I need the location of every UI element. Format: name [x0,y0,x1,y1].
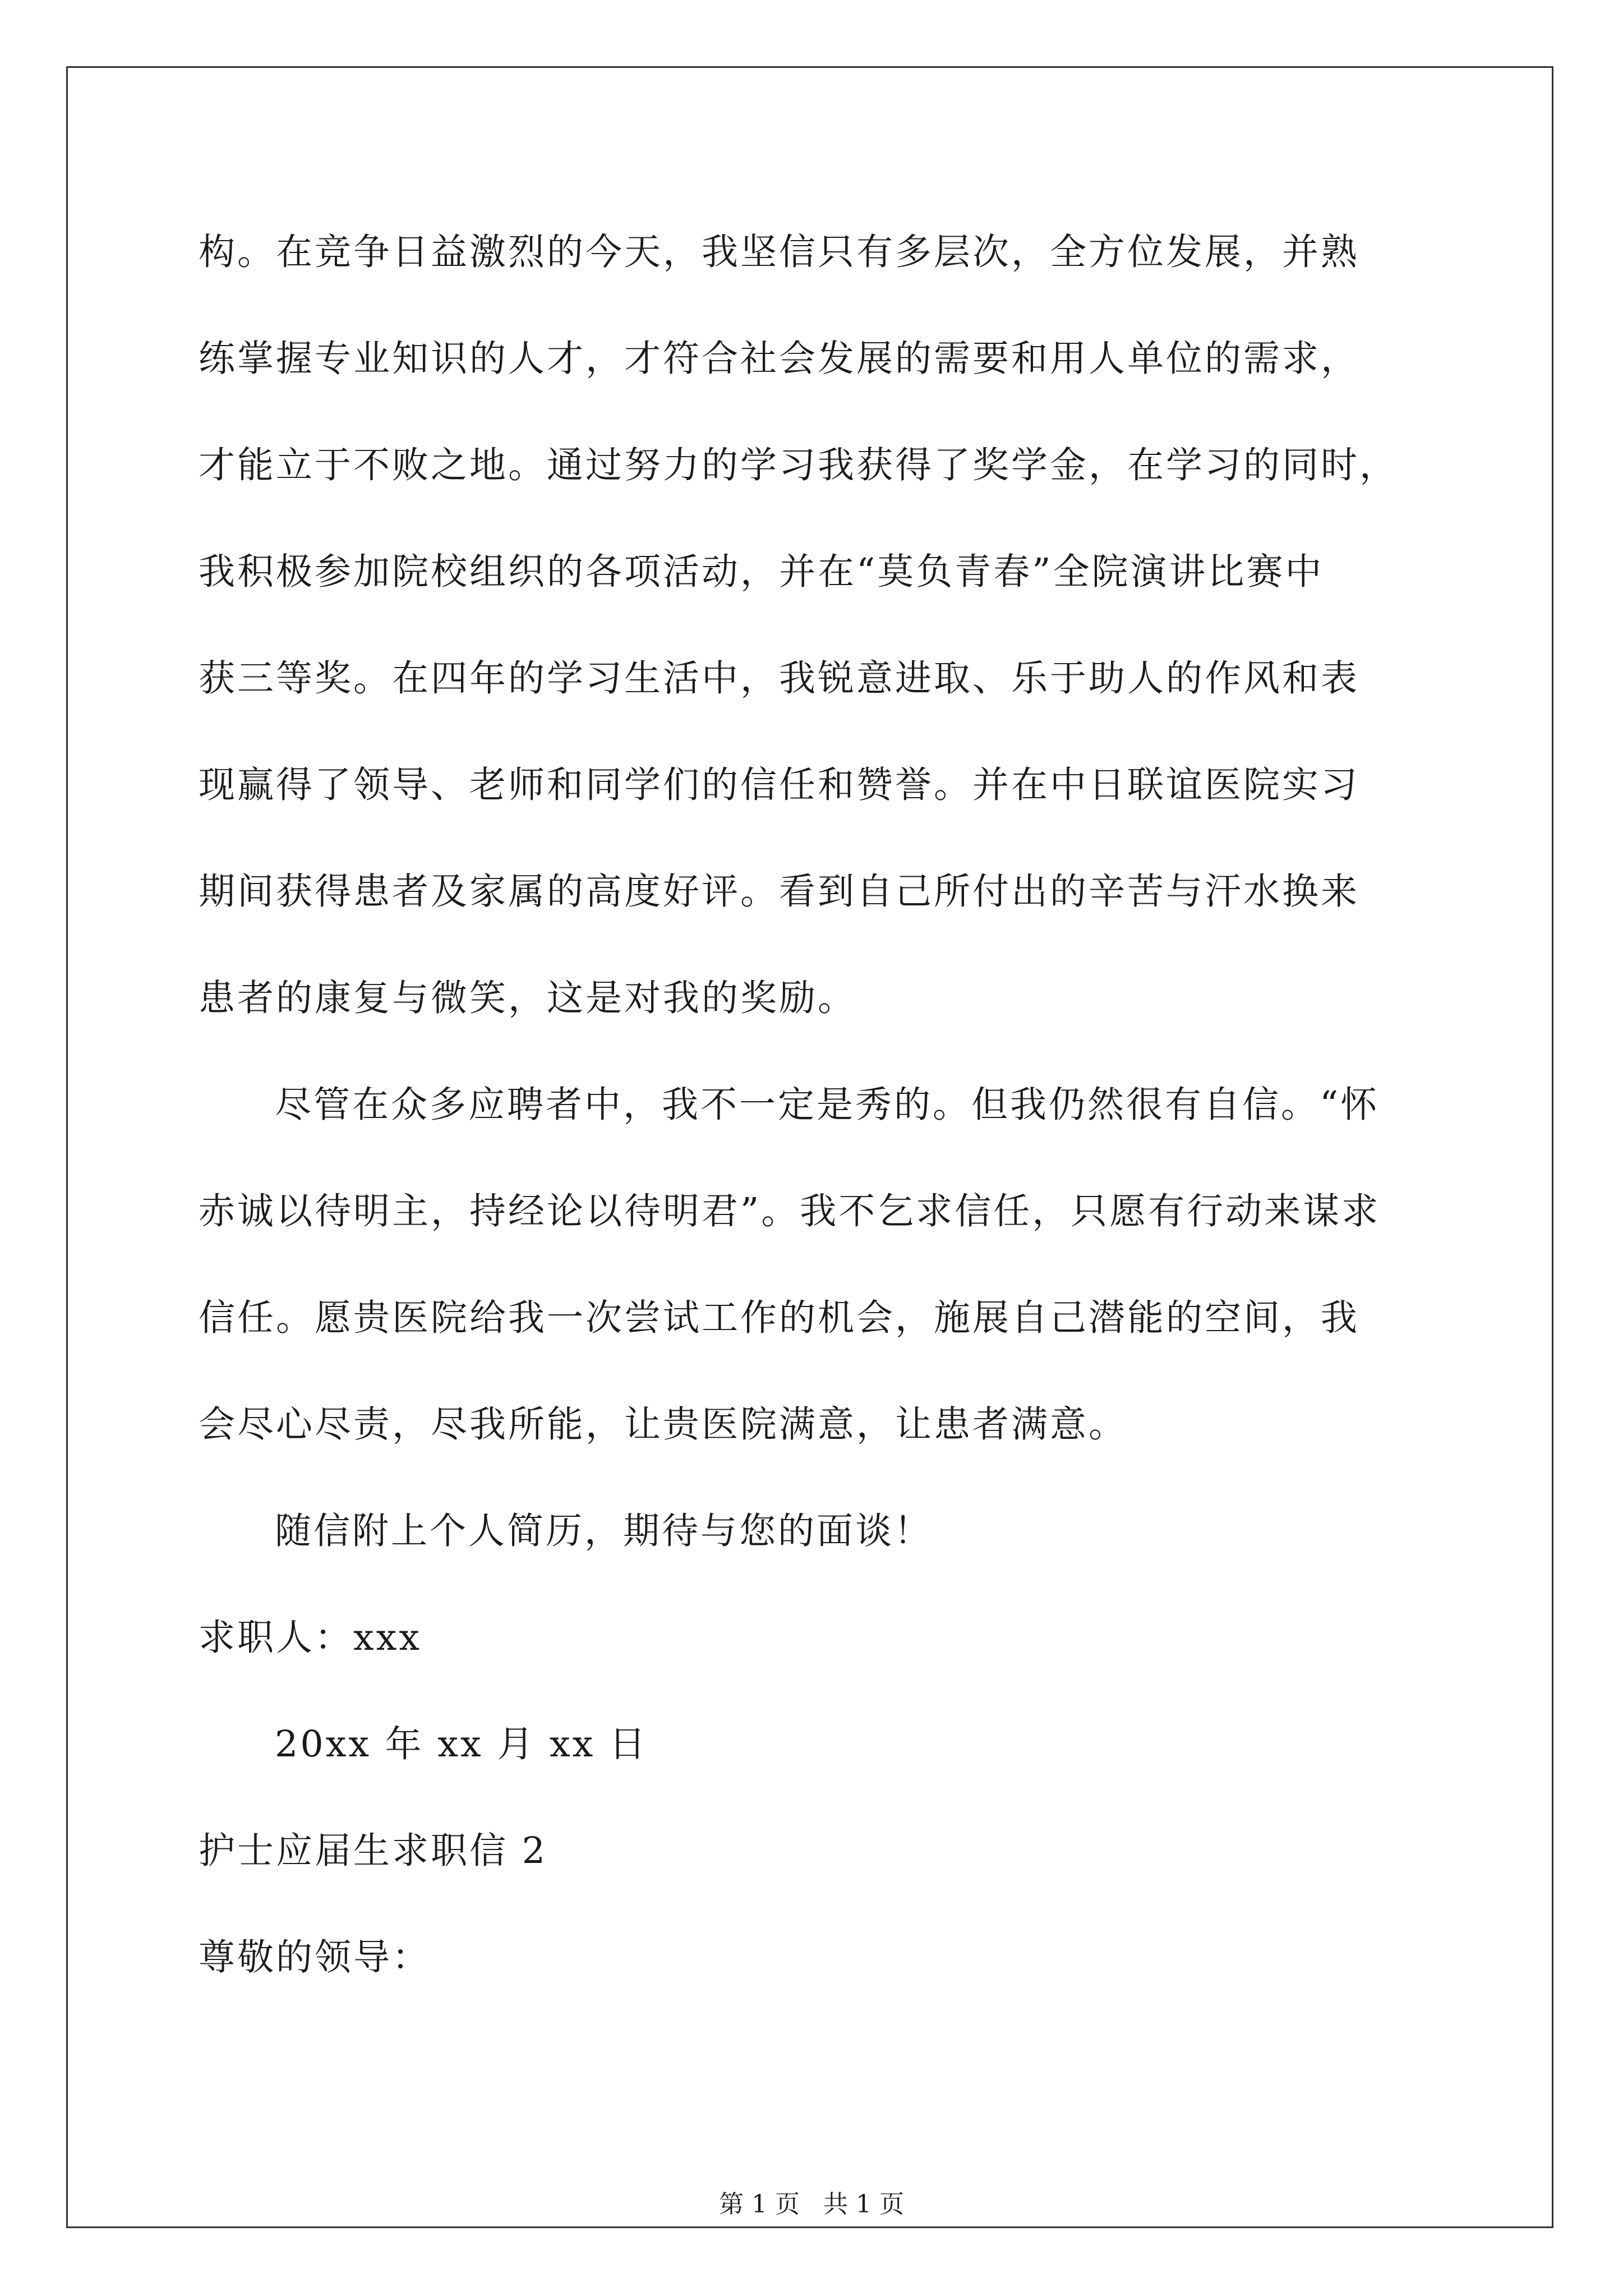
body-line-12: 会尽心尽责，尽我所能，让贵医院满意，让患者满意。 [199,1404,1128,1446]
body-line-7: 期间获得患者及家属的高度好评。看到自己所付出的辛苦与汗水换来 [199,871,1360,913]
body-line-4: 我积极参加院校组织的各项活动，并在“莫负青春”全院演讲比赛中 [199,551,1324,593]
body-line-3: 才能立于不败之地。通过努力的学习我获得了奖学金，在学习的同时， [199,444,1399,486]
body-line-9: 尽管在众多应聘者中，我不一定是秀的。但我仍然很有自信。“怀 [275,1084,1380,1126]
section-title: 护士应届生求职信 2 [199,1830,548,1872]
salutation: 尊敬的领导： [199,1936,431,1978]
body-line-10: 赤诚以待明主，持经论以待明君”。我不乞求信任，只愿有行动来谋求 [199,1190,1381,1232]
page-border [66,66,1553,2228]
closing-line: 随信附上个人简历，期待与您的面谈！ [275,1510,933,1552]
body-line-5: 获三等奖。在四年的学习生活中，我锐意进取、乐于助人的作风和表 [199,657,1360,700]
body-line-2: 练掌握专业知识的人才，才符合社会发展的需要和用人单位的需求， [199,338,1360,380]
body-line-8: 患者的康复与微笑，这是对我的奖励。 [199,977,857,1019]
letter-date: 20xx 年 xx 月 xx 日 [275,1723,648,1765]
applicant-signature: 求职人：xxx [199,1617,422,1659]
body-line-11: 信任。愿贵医院给我一次尝试工作的机会，施展自己潜能的空间，我 [199,1297,1360,1339]
page-number: 第 1 页 共 1 页 [719,2190,904,2219]
body-line-6: 现赢得了领导、老师和同学们的信任和赞誉。并在中日联谊医院实习 [199,764,1360,806]
body-line-1: 构。在竞争日益激烈的今天，我坚信只有多层次，全方位发展，并熟 [199,231,1360,273]
